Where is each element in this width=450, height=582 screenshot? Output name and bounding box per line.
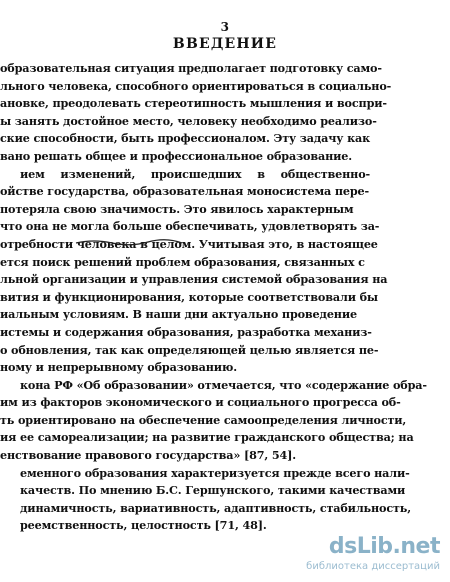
text-line: образовательная ситуация предполагает подготовку само- [0,61,382,75]
text-line: ские способности, быть профессионалом. Эту задачу как [0,131,371,146]
text-line: ть ориентировано на обеспечение самоопределения личности, [0,412,407,427]
page-number: 3 [220,20,230,34]
text-line: им из факторов экономического и социального прогресса об- [0,395,401,410]
text-line: ется поиск решений проблем образования, связанных с [0,254,365,269]
text-line: ному и непрерывному образованию. [0,360,237,375]
text-line: отребности человека в целом. Учитывая это, в настоящее [0,236,378,251]
text-line: льного человека, способного ориентироваться в социально- [0,78,392,93]
text-line: льной организации и управления системой образования на [0,272,388,287]
text-line: вано решать общее и профессиональное образование. [0,148,352,163]
text-line: ы занять достойное место, человеку необходимо реализо- [0,113,377,128]
text-line: динамичность, вариативность, адаптивность, стабильность, [20,500,411,515]
text-line: ия ее самореализации; на развитие гражданского общества; на [0,430,414,445]
text-line: кона РФ «Об образовании» отмечается, что «содержание обра- [20,377,427,392]
watermark [290,534,440,574]
text-line: ановке, преодолевать стереотипность мышления и воспри- [0,96,387,111]
text-line: что она не могла больше обеспечивать, удовлетворять за- [0,219,380,234]
text-line: ойстве государства, образовательная моносистема пере- [0,184,370,199]
watermark-caption: библиотека диссертаций [306,561,440,572]
section-heading: ВВЕДЕНИЕ [172,36,278,52]
watermark-logo: dsLib.net [328,534,440,559]
text-line: о обновления, так как определяющей целью является пе- [0,342,379,357]
text-line: вития и функционирования, которые соответствовали бы [0,289,378,304]
text-line: истемы и содержания образования, разработка механиз- [0,324,372,339]
body-text [0,60,450,535]
handwritten-strike-mark [74,238,184,246]
text-line: реемственность, целостность [71, 48]. [20,518,267,533]
text-line: потеряла свою значимость. Это явилось характерным [0,201,354,216]
text-line: ием изменений, происшедших в общественно- [20,166,371,181]
text-line: иальным условиям. В наши дни актуально проведение [0,307,357,322]
text-line: енствование правового государства» [87, 54]. [0,448,297,463]
text-line: еменного образования характеризуется прежде всего нали- [20,465,410,480]
text-line: качеств. По мнению Б.С. Гершунского, такими качествами [20,483,406,498]
